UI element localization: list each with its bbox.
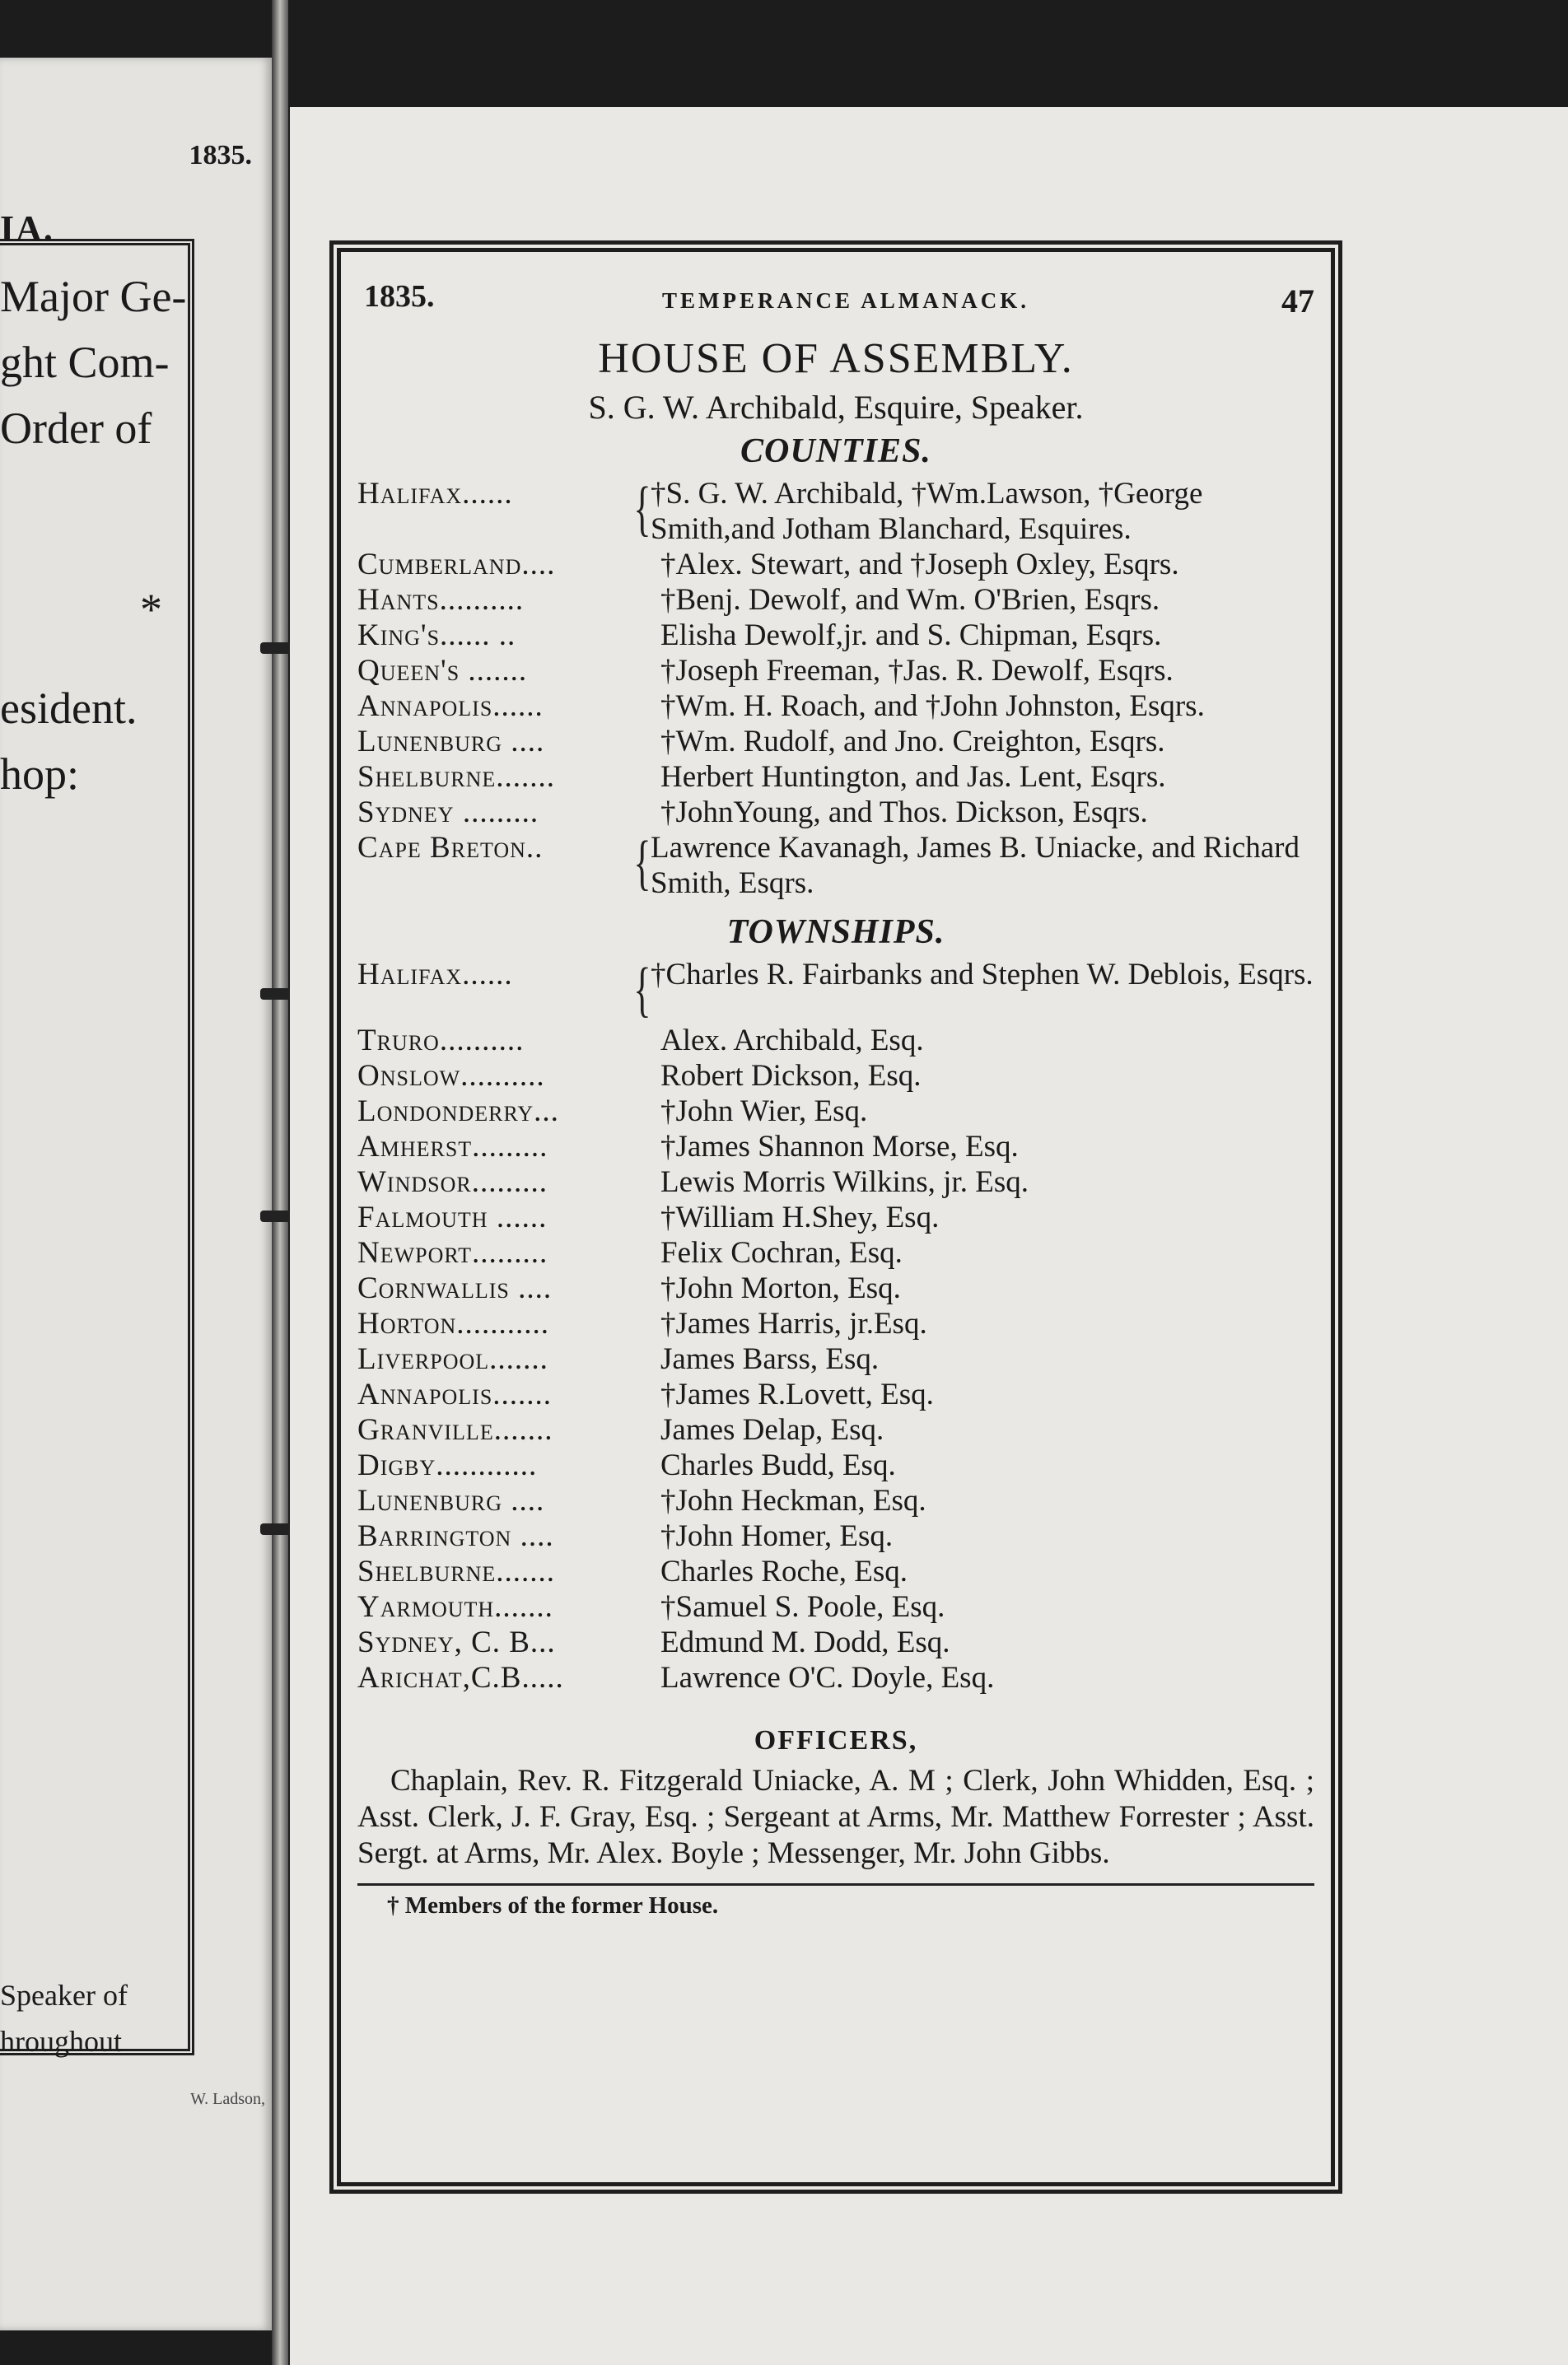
previous-page-line: ght Com- bbox=[0, 338, 170, 387]
township-entry bbox=[357, 1483, 1314, 1518]
township-members: James Barss, Esq. bbox=[660, 1342, 880, 1376]
county-members: †Alex. Stewart, and †Joseph Oxley, Esqrs. bbox=[660, 548, 1179, 581]
township-entry bbox=[357, 957, 1314, 1023]
county-entry bbox=[357, 759, 1314, 795]
township-name: Londonderry... bbox=[357, 1094, 559, 1128]
page-content bbox=[357, 272, 1314, 2166]
county-name: King's...... .. bbox=[357, 618, 516, 652]
township-entry bbox=[357, 1306, 1314, 1341]
previous-page-year: 1835. bbox=[189, 140, 252, 170]
page-frame bbox=[329, 240, 1342, 2194]
township-members: Charles Budd, Esq. bbox=[660, 1448, 896, 1482]
previous-page-line: Major Ge- bbox=[0, 272, 187, 321]
township-members: †John Morton, Esq. bbox=[660, 1271, 901, 1305]
township-members: Edmund M. Dodd, Esq. bbox=[660, 1626, 950, 1659]
township-entry bbox=[357, 1271, 1314, 1306]
township-name: Cornwallis .... bbox=[357, 1271, 553, 1305]
township-entry bbox=[357, 1448, 1314, 1483]
township-members: Lewis Morris Wilkins, jr. Esq. bbox=[660, 1165, 1029, 1199]
township-name: Arichat,C.B..... bbox=[357, 1661, 564, 1695]
county-members: †Joseph Freeman, †Jas. R. Dewolf, Esqrs. bbox=[660, 654, 1174, 688]
brace-glyph: { bbox=[633, 475, 651, 543]
township-entry bbox=[357, 1412, 1314, 1448]
township-entry bbox=[357, 1235, 1314, 1271]
county-entry bbox=[357, 653, 1314, 688]
township-entry bbox=[357, 1625, 1314, 1660]
township-name: Barrington .... bbox=[357, 1519, 554, 1553]
township-members: †James R.Lovett, Esq. bbox=[660, 1378, 934, 1411]
previous-page-line: esident. bbox=[0, 683, 138, 733]
township-name: Truro.......... bbox=[357, 1024, 525, 1057]
county-members: Lawrence Kavanagh, James B. Uniacke, and Richard Smith, Esqrs. bbox=[651, 831, 1300, 900]
county-members: †JohnYoung, and Thos. Dickson, Esqrs. bbox=[660, 795, 1148, 829]
officers-heading: OFFICERS, bbox=[754, 1725, 918, 1756]
counties-list bbox=[357, 476, 1314, 901]
township-name: Sydney, C. B... bbox=[357, 1626, 556, 1659]
previous-page-line: Order of bbox=[0, 403, 152, 453]
page-year: 1835. bbox=[364, 279, 435, 314]
township-entry bbox=[357, 1589, 1314, 1625]
township-members: Felix Cochran, Esq. bbox=[660, 1236, 903, 1270]
county-name: Hants.......... bbox=[357, 583, 525, 617]
county-entry bbox=[357, 724, 1314, 759]
township-name: Shelburne....... bbox=[357, 1555, 555, 1588]
previous-page-line: hop: bbox=[0, 749, 80, 799]
county-members: Elisha Dewolf,jr. and S. Chipman, Esqrs. bbox=[660, 618, 1162, 652]
county-members: †Wm. H. Roach, and †John Johnston, Esqrs. bbox=[660, 689, 1205, 723]
townships-list bbox=[357, 957, 1314, 1696]
county-name: Queen's ....... bbox=[357, 654, 528, 688]
brace-glyph: { bbox=[633, 829, 651, 897]
township-members: †Samuel S. Poole, Esq. bbox=[660, 1590, 945, 1624]
footnote: † Members of the former House. bbox=[387, 1892, 719, 1919]
township-name: Halifax...... bbox=[357, 958, 513, 991]
township-name: Horton........... bbox=[357, 1307, 549, 1341]
township-name: Annapolis....... bbox=[357, 1378, 553, 1411]
officers-text: Chaplain, Rev. R. Fitzgerald Uniacke, A. M ; Clerk, John Whidden, Esq. ; Asst. Clerk, J. F. Gray, Esq. ; Sergeant at Arms, Mr. Matthew Forrester ; Asst. Sergt. at Arms, Mr. Alex. Boyle ; Messenger, Mr. John Gibbs. bbox=[357, 1764, 1314, 1870]
county-name: Annapolis...... bbox=[357, 689, 544, 723]
township-entry bbox=[357, 1094, 1314, 1129]
running-header bbox=[357, 272, 1314, 321]
township-members: Charles Roche, Esq. bbox=[660, 1555, 908, 1588]
county-name: Cape Breton.. bbox=[357, 831, 544, 865]
previous-page-footer-line: hroughout bbox=[0, 2025, 122, 2058]
county-name: Shelburne....... bbox=[357, 760, 555, 794]
township-entry bbox=[357, 1058, 1314, 1094]
county-name: Sydney ......... bbox=[357, 795, 539, 829]
book-spine bbox=[272, 0, 288, 2365]
previous-page-footer bbox=[0, 1972, 188, 2064]
county-members: †Benj. Dewolf, and Wm. O'Brien, Esqrs. bbox=[660, 583, 1160, 617]
township-members: †John Wier, Esq. bbox=[660, 1094, 868, 1128]
township-name: Yarmouth....... bbox=[357, 1590, 553, 1624]
township-name: Granville....... bbox=[357, 1413, 553, 1447]
township-members: James Delap, Esq. bbox=[660, 1413, 884, 1447]
township-name: Newport......... bbox=[357, 1236, 548, 1270]
township-members: Lawrence O'C. Doyle, Esq. bbox=[660, 1661, 995, 1695]
township-entry bbox=[357, 1377, 1314, 1412]
township-name: Falmouth ...... bbox=[357, 1201, 548, 1234]
county-members: †S. G. W. Archibald, †Wm.Lawson, †George Smith,and Jotham Blanchard, Esquires. bbox=[651, 477, 1203, 546]
township-entry bbox=[357, 1660, 1314, 1696]
township-name: Lunenburg .... bbox=[357, 1484, 545, 1518]
township-name: Amherst......... bbox=[357, 1130, 548, 1164]
county-members: Herbert Huntington, and Jas. Lent, Esqrs. bbox=[660, 760, 1166, 794]
previous-page-text bbox=[0, 264, 188, 807]
county-name: Lunenburg .... bbox=[357, 725, 545, 758]
township-members: †Charles R. Fairbanks and Stephen W. Deblois, Esqrs. bbox=[651, 958, 1314, 991]
township-members: †James Shannon Morse, Esq. bbox=[660, 1130, 1019, 1164]
county-entry bbox=[357, 618, 1314, 653]
township-members: †John Homer, Esq. bbox=[660, 1519, 894, 1553]
county-members: †Wm. Rudolf, and Jno. Creighton, Esqrs. bbox=[660, 725, 1165, 758]
township-entry bbox=[357, 1518, 1314, 1554]
footnote-rule bbox=[357, 1883, 1314, 1886]
township-name: Digby............ bbox=[357, 1448, 538, 1482]
township-members: †William H.Shey, Esq. bbox=[660, 1201, 940, 1234]
township-entry bbox=[357, 1554, 1314, 1589]
previous-page-heading: IA. bbox=[0, 208, 54, 249]
townships-heading: TOWNSHIPS. bbox=[726, 913, 945, 951]
township-entry bbox=[357, 1341, 1314, 1377]
county-entry bbox=[357, 547, 1314, 582]
township-entry bbox=[357, 1023, 1314, 1058]
county-entry bbox=[357, 476, 1314, 547]
township-name: Onslow.......... bbox=[357, 1059, 545, 1093]
page-number: 47 bbox=[1281, 282, 1314, 320]
township-entry bbox=[357, 1164, 1314, 1200]
county-entry bbox=[357, 830, 1314, 901]
county-name: Cumberland.... bbox=[357, 548, 556, 581]
counties-heading: COUNTIES. bbox=[740, 432, 931, 470]
county-entry bbox=[357, 795, 1314, 830]
township-entry bbox=[357, 1129, 1314, 1164]
county-name: Halifax...... bbox=[357, 477, 513, 511]
township-members: Alex. Archibald, Esq. bbox=[660, 1024, 924, 1057]
previous-page-footer-line: Speaker of bbox=[0, 1979, 128, 2012]
brace-glyph: { bbox=[633, 956, 651, 1024]
township-entry bbox=[357, 1200, 1314, 1235]
township-name: Liverpool....... bbox=[357, 1342, 548, 1376]
running-title: TEMPERANCE ALMANACK. bbox=[662, 288, 1030, 313]
previous-page bbox=[0, 58, 272, 2330]
township-members: Robert Dickson, Esq. bbox=[660, 1059, 922, 1093]
township-name: Windsor......... bbox=[357, 1165, 548, 1199]
township-members: †James Harris, jr.Esq. bbox=[660, 1307, 927, 1341]
previous-page-small-text: W. Ladson, bbox=[190, 2090, 265, 2108]
township-members: †John Heckman, Esq. bbox=[660, 1484, 926, 1518]
speaker-line: S. G. W. Archibald, Esquire, Speaker. bbox=[588, 389, 1084, 426]
county-entry bbox=[357, 688, 1314, 724]
page-title: HOUSE OF ASSEMBLY. bbox=[598, 335, 1074, 382]
previous-page-line: * bbox=[140, 585, 162, 634]
county-entry bbox=[357, 582, 1314, 618]
